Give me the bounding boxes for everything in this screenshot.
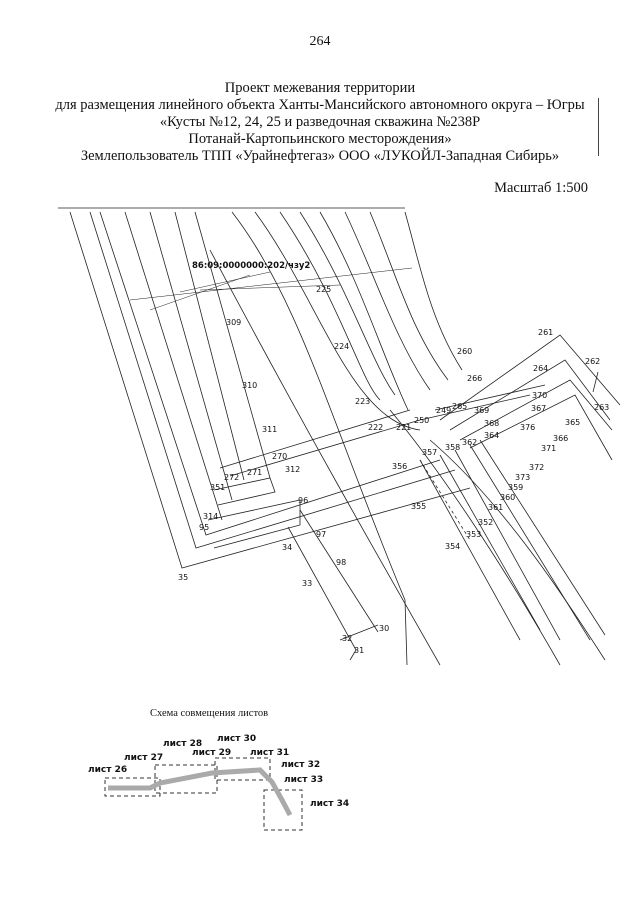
point-label-95: 95 [199, 523, 210, 532]
point-label-31: 31 [354, 646, 365, 655]
title-line-5: Землепользователь ТПП «Урайнефтегаз» ООО «ЛУКОЙЛ-Западная Сибирь» [80, 148, 560, 164]
point-label-97: 97 [316, 530, 327, 539]
point-label-370: 370 [532, 391, 548, 400]
point-label-32: 32 [342, 634, 353, 643]
sheet-label: лист 28 [163, 739, 203, 749]
point-label-221: 221 [396, 423, 412, 432]
sheet-label: лист 27 [124, 753, 164, 763]
point-label-362: 362 [462, 438, 478, 447]
point-label-265: 265 [452, 402, 468, 411]
point-label-358: 358 [445, 443, 461, 452]
point-label-262: 262 [585, 357, 601, 366]
sheet-label: лист 29 [192, 748, 232, 758]
point-label-361: 361 [488, 503, 504, 512]
point-label-359: 359 [508, 483, 524, 492]
point-label-250: 250 [414, 416, 430, 425]
point-label-376: 376 [520, 423, 536, 432]
sheet-label: лист 33 [284, 775, 324, 785]
page-number: 264 [309, 34, 331, 49]
point-label-368: 368 [484, 419, 500, 428]
point-label-357: 357 [422, 448, 438, 457]
point-label-271: 271 [247, 468, 263, 477]
point-label-222: 222 [368, 423, 384, 432]
title-line-2: для размещения линейного объекта Ханты-Мансийского автономного округа – Югры [55, 97, 585, 113]
point-label-366: 366 [553, 434, 569, 443]
point-label-372: 372 [529, 463, 545, 472]
point-label-367: 367 [531, 404, 547, 413]
point-label-96: 96 [298, 496, 309, 505]
sheet-label: лист 31 [250, 748, 290, 758]
point-label-360: 360 [500, 493, 516, 502]
point-label-311: 311 [262, 425, 278, 434]
point-label-369: 369 [474, 406, 490, 415]
point-label-35: 35 [178, 573, 189, 582]
point-label-98: 98 [336, 558, 347, 567]
point-label-371: 371 [541, 444, 557, 453]
point-label-264: 264 [533, 364, 549, 373]
title-line-4: Потанай-Картопьинского месторождения» [188, 131, 452, 147]
point-label-310: 310 [242, 381, 258, 390]
point-label-224: 224 [334, 342, 350, 351]
point-label-365: 365 [565, 418, 581, 427]
sheet-scheme-title: Схема совмещения листов [150, 708, 269, 719]
scale-label: Масштаб 1:500 [494, 180, 588, 196]
point-label-260: 260 [457, 347, 473, 356]
title-line-3: «Кусты №12, 24, 25 и разведочная скважина №238Р [159, 114, 481, 130]
point-label-33: 33 [302, 579, 313, 588]
cadastral-number: 86:09:0000000:202/чзу2 [192, 261, 311, 271]
point-label-364: 364 [484, 431, 500, 440]
point-label-249: 249 [436, 406, 452, 415]
point-label-314: 314 [203, 512, 219, 521]
point-label-30: 30 [379, 624, 390, 633]
point-label-34: 34 [282, 543, 293, 552]
point-label-354: 354 [445, 542, 461, 551]
point-label-270: 270 [272, 452, 288, 461]
point-label-223: 223 [355, 397, 371, 406]
point-label-356: 356 [392, 462, 408, 471]
sheet-label: лист 34 [310, 799, 350, 809]
point-label-309: 309 [226, 318, 242, 327]
point-label-272: 272 [224, 473, 240, 482]
point-label-261: 261 [538, 328, 554, 337]
sheet-label: лист 26 [88, 765, 128, 775]
point-label-266: 266 [467, 374, 483, 383]
point-label-352: 352 [478, 518, 494, 527]
sheet-label: лист 30 [217, 734, 257, 744]
point-label-351: 351 [210, 483, 226, 492]
sheet-label: лист 32 [281, 760, 321, 770]
title-line-1: Проект межевания территории [224, 80, 416, 96]
point-label-263: 263 [594, 403, 610, 412]
point-label-355: 355 [411, 502, 427, 511]
point-label-353: 353 [466, 530, 482, 539]
point-label-312: 312 [285, 465, 301, 474]
point-label-373: 373 [515, 473, 531, 482]
point-label-225: 225 [316, 285, 332, 294]
